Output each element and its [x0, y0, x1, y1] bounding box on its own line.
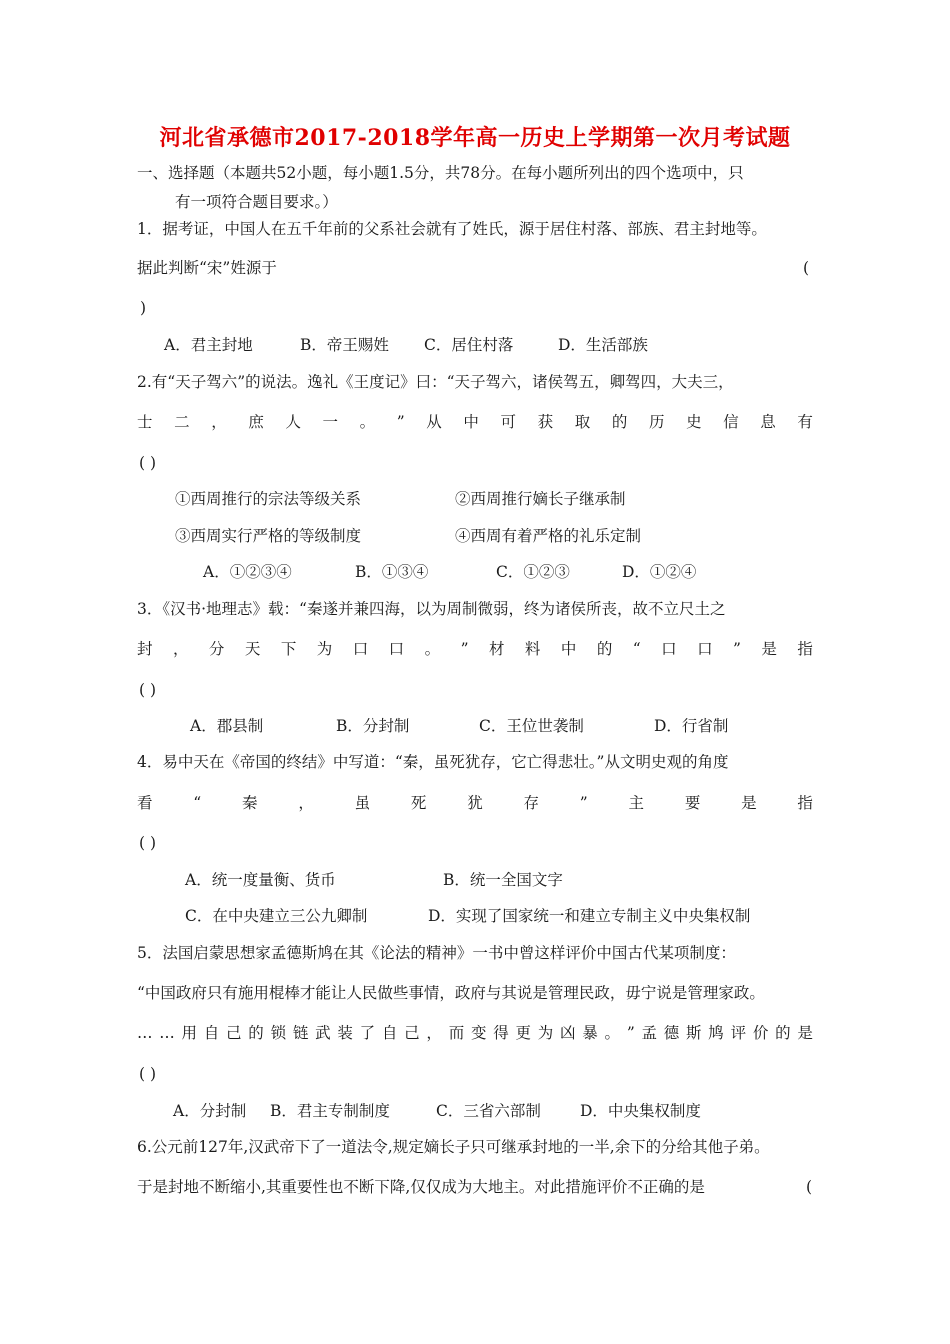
q2-char: 信: [723, 413, 739, 431]
q5-stem-line2: “中国政府只有施用棍棒才能让人民做些事情，政府与其说是管理民政，毋宁说是管理家政。: [137, 984, 765, 1002]
q5-char: 孟: [641, 1024, 658, 1042]
q4-char: 虽: [354, 794, 371, 812]
q3-char: 是: [761, 640, 777, 658]
q2-char: 一: [322, 413, 339, 431]
q2-item-1: ①西周推行的宗法等级关系: [175, 490, 362, 508]
q3-answer-paren: ( ): [139, 681, 157, 699]
q2-char: 。: [359, 413, 376, 431]
q3-char: 的: [596, 640, 613, 658]
q4-char: 是: [741, 794, 757, 812]
q3-char: ”: [733, 640, 741, 658]
q5-char: 斯: [686, 1024, 702, 1042]
q3-char: 天: [244, 640, 261, 658]
q5-char: 的: [248, 1024, 264, 1042]
q2-char: 从: [426, 413, 442, 431]
q2-item-2: ②西周推行嫡长子继承制: [455, 490, 626, 508]
q5-answer-paren: ( ): [139, 1065, 157, 1083]
q5-option-a: A．分封制: [173, 1102, 247, 1120]
q4-char: 看: [137, 794, 153, 812]
q4-char: ，: [298, 794, 314, 812]
q4-stem-line2: [137, 793, 813, 813]
q5-char: 德: [663, 1024, 680, 1042]
q3-char: 分: [208, 640, 225, 658]
q5-char: 锁: [270, 1024, 287, 1042]
q2-char: 庶: [248, 413, 264, 431]
q1-stem-line2: 据此判断“宋”姓源于: [137, 259, 277, 277]
q6-stem-line1: 6.公元前127年,汉武帝下了一道法令,规定嫡长子只可继承封地的一半,余下的分给其他子弟。: [137, 1138, 770, 1156]
q2-char: ，: [211, 413, 227, 431]
q3-option-c: C．王位世袭制: [479, 717, 584, 735]
q2-char: 获: [537, 413, 554, 431]
q5-char: 为: [537, 1024, 554, 1042]
q4-char: 死: [410, 794, 427, 812]
page-title: 河北省承德市2017-2018学年高一历史上学期第一次月考试题: [159, 125, 791, 151]
q3-option-d: D．行省制: [654, 717, 729, 735]
q1-answer-paren-close: ): [140, 299, 147, 317]
q1-option-a: A．君主封地: [164, 336, 253, 354]
q5-char: 是: [797, 1024, 813, 1042]
q2-item-4: ④西周有着严格的礼乐定制: [455, 527, 642, 545]
q2-char: 的: [611, 413, 628, 431]
q5-option-b: B．君主专制制度: [270, 1102, 390, 1120]
q3-char: 口: [661, 640, 677, 658]
q5-char: 自: [203, 1024, 220, 1042]
q5-char: 武: [315, 1024, 331, 1042]
q2-stem-line1: 2.有“天子驾六”的说法。逸礼《王度记》曰：“天子驾六，诸侯驾五，卿驾四，大夫三，: [137, 373, 734, 391]
section-instruction-line1: 一、选择题（本题共52小题，每小题1.5分，共78分。在每小题所列出的四个选项中，只: [137, 164, 744, 182]
q5-option-d: D．中央集权制度: [580, 1102, 701, 1120]
q2-char: 可: [500, 413, 517, 431]
q2-option-a: A．①②③④: [203, 563, 292, 581]
q5-char: ”: [626, 1024, 635, 1042]
q3-char: 口: [388, 640, 405, 658]
q2-char: 息: [760, 413, 776, 431]
q5-char: 变: [470, 1024, 487, 1042]
q5-char: 评: [730, 1024, 747, 1042]
q4-char: ”: [579, 794, 588, 812]
q3-char: 。: [424, 640, 441, 658]
q3-char: 封: [137, 640, 153, 658]
q3-char: ，: [172, 640, 189, 658]
q2-option-d: D．①②④: [622, 563, 697, 581]
q2-char: 二: [174, 413, 190, 431]
q4-char: 秦: [242, 794, 258, 812]
q2-answer-paren: ( ): [139, 454, 157, 472]
q5-char: 暴: [582, 1024, 598, 1042]
q4-option-d: D．实现了国家统一和建立专制主义中央集权制: [428, 907, 751, 925]
section-instruction-line2: 有一项符合题目要求。）: [175, 193, 338, 211]
q2-item-3: ③西周实行严格的等级制度: [175, 527, 362, 545]
q5-char: 鸠: [708, 1024, 724, 1042]
q6-answer-paren-open: (: [806, 1178, 813, 1196]
q4-option-b: B．统一全国文字: [443, 871, 563, 889]
q3-stem-line2: [137, 639, 813, 659]
q3-char: 下: [280, 640, 297, 658]
q4-char: 要: [684, 794, 701, 812]
q1-stem-line1: 1．据考证，中国人在五千年前的父系社会就有了姓氏，源于居住村落、部族、君主封地等。: [137, 220, 767, 238]
q3-char: 指: [797, 640, 813, 658]
q4-char: 犹: [467, 794, 483, 812]
q5-char: 己: [226, 1024, 242, 1042]
q6-stem-line2: 于是封地不断缩小,其重要性也不断下降,仅仅成为大地主。对此措施评价不正确的是: [137, 1178, 705, 1196]
q5-option-c: C．三省六部制: [436, 1102, 541, 1120]
q3-char: 口: [697, 640, 713, 658]
q2-option-c: C．①②③: [496, 563, 570, 581]
q2-char: 中: [463, 413, 479, 431]
q2-char: 士: [137, 413, 153, 431]
q5-stem-line1: 5．法国启蒙思想家孟德斯鸠在其《论法的精神》一书中曾这样评价中国古代某项制度：: [137, 944, 736, 962]
q5-char: 了: [359, 1024, 376, 1042]
q2-char: 史: [686, 413, 702, 431]
q5-char: 得: [493, 1024, 509, 1042]
q5-char: 更: [515, 1024, 531, 1042]
q4-option-a: A．统一度量衡、货币: [185, 871, 336, 889]
q2-char: 有: [797, 413, 813, 431]
q5-char: 链: [292, 1024, 309, 1042]
q1-option-c: C．居住村落: [424, 336, 514, 354]
q3-option-a: A．郡县制: [190, 717, 264, 735]
q2-char: 历: [648, 413, 665, 431]
q5-char: 而: [448, 1024, 465, 1042]
q3-char: 中: [560, 640, 577, 658]
q3-option-b: B．分封制: [336, 717, 410, 735]
q1-option-d: D．生活部族: [558, 336, 648, 354]
q2-char: 人: [285, 413, 301, 431]
q5-char: 凶: [560, 1024, 576, 1042]
q3-char: 材: [488, 640, 505, 658]
q4-char: 指: [797, 794, 813, 812]
q5-char: 自: [381, 1024, 398, 1042]
q5-char: 己: [404, 1024, 420, 1042]
q5-char: 装: [337, 1024, 353, 1042]
q4-stem-line1: 4．易中天在《帝国的终结》中写道：“秦，虽死犹存，它亡得悲壮。”从文明史观的角度: [137, 753, 729, 771]
q2-stem-line2: [137, 412, 813, 432]
q5-char: …: [159, 1024, 175, 1042]
q4-char: 存: [523, 794, 540, 812]
q5-char: ，: [426, 1024, 442, 1042]
q3-char: 为: [316, 640, 333, 658]
q3-char: ”: [460, 640, 469, 658]
q5-char: 的: [775, 1024, 791, 1042]
q5-stem-line3: [137, 1023, 813, 1043]
q5-char: 价: [752, 1024, 769, 1042]
q4-char: “: [193, 794, 202, 812]
q1-answer-paren-open: (: [803, 259, 810, 277]
q3-char: “: [632, 640, 641, 658]
q5-char: …: [137, 1024, 153, 1042]
q5-char: 用: [181, 1024, 198, 1042]
q2-char: 取: [574, 413, 591, 431]
q3-char: 口: [352, 640, 369, 658]
q1-option-b: B．帝王赐姓: [300, 336, 389, 354]
q4-option-c: C．在中央建立三公九卿制: [185, 907, 368, 925]
q4-answer-paren: ( ): [139, 834, 157, 852]
q3-char: 料: [524, 640, 541, 658]
q3-stem-line1: 3．《汉书·地理志》载：“秦遂并兼四海，以为周制微弱，终为诸侯所丧，故不立尺土之: [137, 600, 726, 618]
q2-char: ”: [396, 413, 405, 431]
q4-char: 主: [628, 794, 645, 812]
q5-char: 。: [604, 1024, 621, 1042]
q2-option-b: B．①③④: [355, 563, 429, 581]
